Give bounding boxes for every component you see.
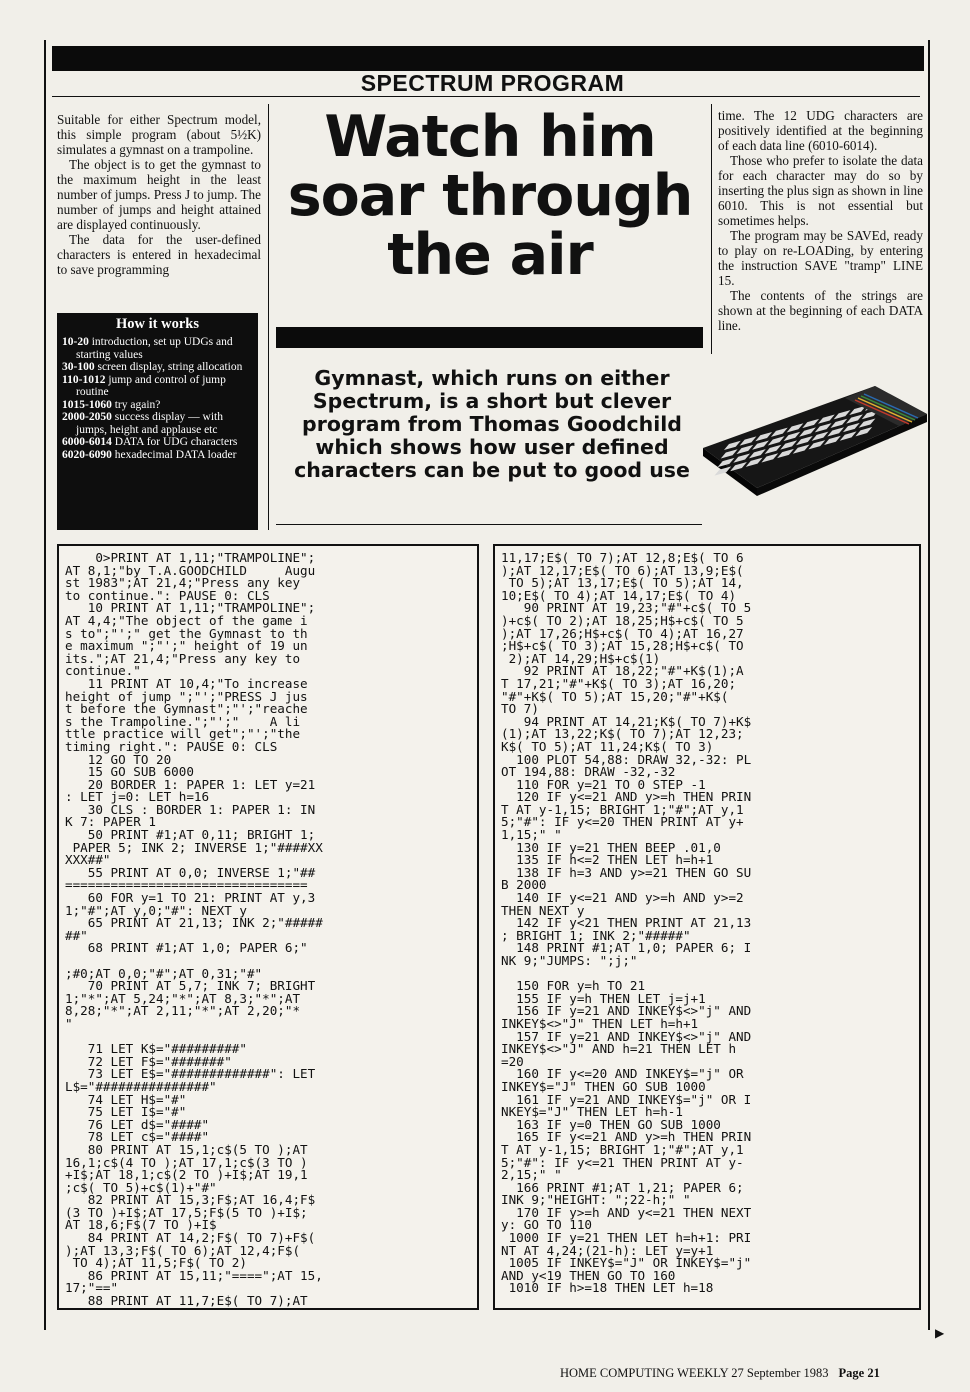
right-paragraph: The program may be SAVEd, ready to play on re-LOADing, by entering the instruction SAVE "tramp" LINE 15.: [718, 228, 923, 288]
line-range: 1015-1060: [62, 398, 112, 411]
intro-paragraph: Suitable for either Spectrum model, this simple program (about 5½K) simulates a gymnast on a trampoline.: [57, 112, 261, 157]
listing-code-right: 11,17;E$( TO 7);AT 12,8;E$( TO 6 );AT 12,17;E$( TO 6);AT 13,9;E$( TO 5);AT 13,17;E$( TO 5);AT 14, 10;E$( TO 4);AT 14,17;E$( TO 4) 90 PRINT AT 19,23;"#"+c$( TO 5 )+c$( TO 2);AT 18,25;H$+c$( TO 5 );AT 17,26;H$+c$( TO 4);AT 16,27 ;H$+c$( TO 3);AT 15,28;H$+c$( TO 2);AT 14,29;H$+c$(1) 92 PRINT AT 18,22;"#"+K$(1);A T 17,21;"#"+K$( TO 3);AT 16,20; "#"+K$( TO 5);AT 15,20;"#"+K$( TO 7) 94 PRINT AT 14,21;K$( TO 7)+K$ (1);AT 13,22;K$( TO 7);AT 12,23; K$( TO 5);AT 11,24;K$( TO 3) 100 PLOT 54,88: DRAW 32,-32: PL OT 194,88: DRAW -32,-32 110 FOR y=21 TO 0 STEP -1 120 IF y<=21 AND y>=h THEN PRIN T AT y-1,15; BRIGHT 1;"#";AT y,1 5;"#": IF y<=20 THEN PRINT AT y+ 1,15;" " 130 IF y=21 THEN BEEP .01,0 135 IF h<=2 THEN LET h=h+1 138 IF h=3 AND y>=21 THEN GO SU B 2000 140 IF y<=21 AND y>=h AND y>=2 THEN NEXT y 142 IF y<21 THEN PRINT AT 21,13 ; BRIGHT 1; INK 2;"#####" 148 PRINT #1;AT 1,0; PAPER 6; I NK 9;"JUMPS: ";j;" 150 FOR y=h TO 21 155 IF y=h THEN LET j=j+1 156 IF y=21 AND INKEY$<>"j" AND INKEY$<>"J" THEN LET h=h+1 157 IF y=21 AND INKEY$<>"j" AND INKEY$<>"J" AND h=21 THEN LET h =20 160 IF y<=20 AND INKEY$="j" OR INKEY$="J" THEN GO SUB 1000 161 IF y=21 AND INKEY$="j" OR I NKEY$="J" THEN LET h=h-1 163 IF y=0 THEN GO SUB 1000 165 IF y<=21 AND y>=h THEN PRIN T AT y-1,15; BRIGHT 1;"#";AT y,1 5;"#": IF y<=21 THEN PRINT AT y- 2,15;" " 166 PRINT #1;AT 1,21; PAPER 6; INK 9;"HEIGHT: ";22-h;" " 170 IF y>=h AND y<=21 THEN NEXT y: GO TO 110 1000 IF y=21 THEN LET h=h+1: PRI NT AT 4,24;(21-h): LET y=y+1 1005 IF INKEY$="J" OR INKEY$="j" AND y<19 THEN GO TO 160 1010 IF h>=18 THEN LET h=18: [501, 550, 752, 1296]
how-it-works-row: [62, 436, 258, 449]
line-description: DATA for UDG characters: [114, 436, 238, 448]
headline: Watch him soar through the air: [287, 104, 693, 288]
right-frame-line: [928, 40, 930, 1330]
top-black-bar: [52, 46, 924, 71]
how-it-works-row: [62, 411, 258, 436]
line-range: 6000-6014: [62, 436, 112, 448]
line-description: hexadecimal DATA loader: [114, 448, 237, 461]
intro-paragraph: The object is to get the gymnast to the maximum height in the least number of jumps. Press J to jump. The number of jumps and height attained are displayed continuously.: [57, 157, 261, 232]
line-range: 110-1012: [62, 373, 106, 386]
standfirst: Gymnast, which runs on either Spectrum, is a short but clever program from Thomas Goodchild which shows how user defined characters can be put to good use: [294, 366, 690, 482]
column-divider-left: [268, 104, 269, 530]
line-range: 10-20: [62, 336, 89, 348]
page-number: Page 21: [838, 1366, 880, 1380]
how-it-works-box: [57, 313, 258, 530]
left-frame-line: [44, 40, 46, 1330]
line-description: introduction, set up UDGs and starting values: [76, 336, 233, 361]
zx-spectrum-computer-illustration: [695, 360, 931, 500]
standfirst-rule: [276, 524, 702, 525]
right-paragraph: Those who prefer to isolate the data for each character may do so by inserting the plus sign as shown in line 6010. This is not essential but sometimes helps.: [718, 153, 923, 228]
line-description: jump and control of jump routine: [76, 373, 226, 398]
program-listing-right: [493, 544, 921, 1310]
column-divider-right: [711, 104, 712, 354]
intro-left-column: [57, 112, 261, 277]
program-listing-left: [57, 544, 479, 1310]
intro-paragraph: The data for the user-defined characters is entered in hexadecimal to save programming: [57, 232, 261, 277]
line-range: 6020-6090: [62, 448, 112, 461]
line-description: try again?: [114, 398, 161, 411]
how-it-works-row: [62, 361, 258, 374]
how-it-works-row: [62, 373, 258, 399]
page-footer: [560, 1366, 880, 1381]
intro-right-column: [718, 108, 923, 333]
section-title: SPECTRUM PROGRAM: [360, 70, 625, 96]
continued-arrow-icon: ▶: [935, 1326, 945, 1340]
line-range: 2000-2050: [62, 411, 112, 423]
right-paragraph: The contents of the strings are shown at the beginning of each DATA line.: [718, 288, 923, 333]
listing-code-left: 0>PRINT AT 1,11;"TRAMPOLINE"; AT 8,1;"by T.A.GOODCHILD Augu st 1983";AT 21,4;"Press any key to continue.": PAUSE 0: CLS 10 PRINT AT 1,11;"TRAMPOLINE"; AT 4,4;"The object of the game i s to";"';" get the Gymnast to th e maximum ";"';" height of 19 un its.";AT 21,4;"Press any key to continue." 11 PRINT AT 10,4;"To increase height of jump ";"';"PRESS J jus t before the Gymnast";"';"reache s the Trampoline.";"';" A li ttle practice will get";"';"the timing right.": PAUSE 0: CLS 12 GO TO 20 15 GO SUB 6000 20 BORDER 1: PAPER 1: LET y=21 : LET j=0: LET h=16 30 CLS : BORDER 1: PAPER 1: IN K 7: PAPER 1 50 PRINT #1;AT 0,11; BRIGHT 1; PAPER 5; INK 2; INVERSE 1;"####XX XXX##" 55 PRINT AT 0,0; INVERSE 1;"## ================================ 60 FOR y=1 TO 21: PRINT AT y,3 1;"#";AT y,0;"#": NEXT y 65 PRINT AT 21,13; INK 2;"##### ##" 68 PRINT #1;AT 1,0; PAPER 6;" ;#0;AT 0,0;"#";AT 0,31;"#" 70 PRINT AT 5,7; INK 7; BRIGHT 1;"*";AT 5,24;"*";AT 8,3;"*";AT 8,28;"*";AT 2,11;"*";AT 2,20;"* " 71 LET K$="#########" 72 LET F$="#######" 73 LET E$="#############": LET L$="###############" 74 LET H$="#" 75 LET I$="#" 76 LET d$="####" 78 LET c$="####" 80 PRINT AT 15,1;c$(5 TO );AT 16,1;c$(4 TO );AT 17,1;c$(3 TO ) +I$;AT 18,1;c$(2 TO )+I$;AT 19,1 ;c$( TO 5)+c$(1)+"#" 82 PRINT AT 15,3;F$;AT 16,4;F$ (3 TO )+I$;AT 17,5;F$(5 TO )+I$; AT 18,6;F$(7 TO )+I$ 84 PRINT AT 14,2;F$( TO 7)+F$( );AT 13,3;F$( TO 6);AT 12,4;F$( TO 4);AT 11,5;F$( TO 2) 86 PRINT AT 15,11;"====";AT 15, 17;"==" 88 PRINT AT 11,7;E$( TO 7);AT: [65, 550, 323, 1309]
how-it-works-row: [62, 398, 258, 412]
section-rule-left: [52, 96, 920, 97]
line-description: success display — with jumps, height and applause etc: [76, 411, 223, 436]
line-description: screen display, string allocation: [97, 361, 243, 373]
publication-line: HOME COMPUTING WEEKLY 27 September 1983: [560, 1366, 829, 1380]
line-range: 30-100: [62, 361, 95, 373]
headline-black-bar: [276, 327, 703, 348]
how-it-works-row: [62, 448, 258, 462]
how-it-works-row: [62, 336, 258, 361]
right-paragraph: time. The 12 UDG characters are positively identified at the beginning of each data line (6010-6014).: [718, 108, 923, 153]
how-it-works-title: How it works: [116, 316, 199, 332]
